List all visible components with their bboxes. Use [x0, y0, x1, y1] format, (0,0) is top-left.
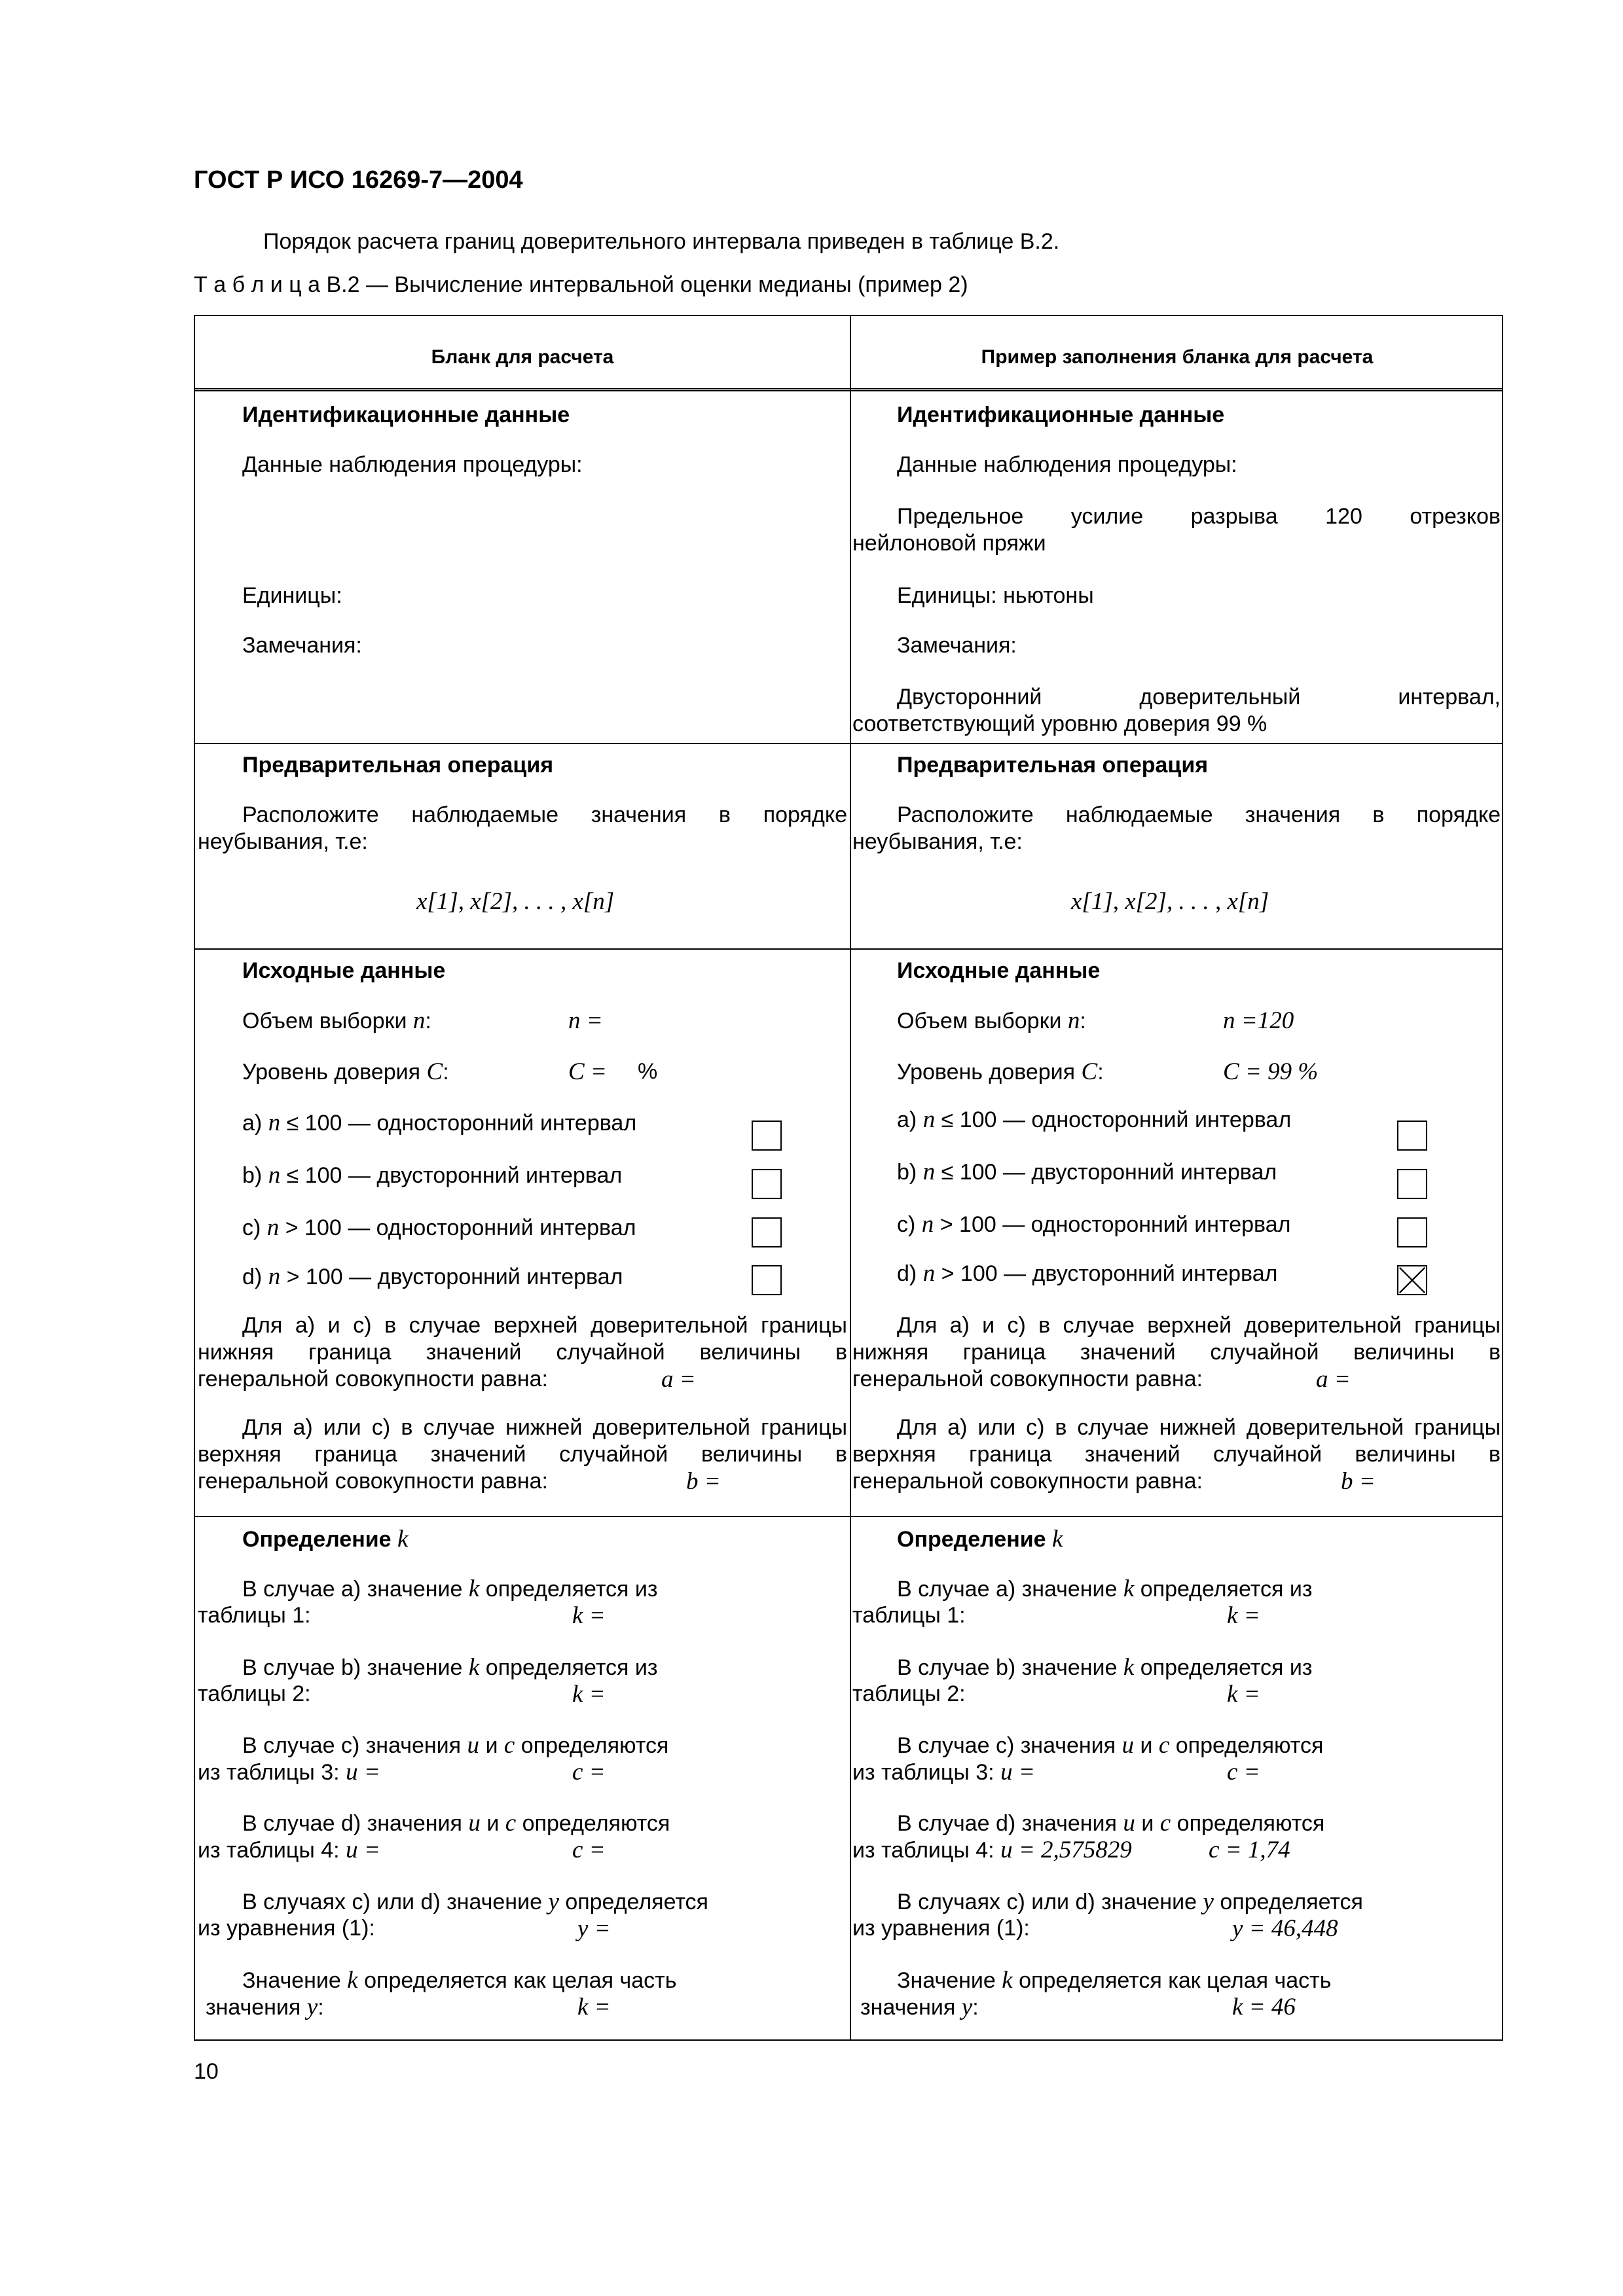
u-equals-c: u = — [346, 1759, 380, 1785]
k-variable: k — [347, 1967, 358, 1994]
c-variable: c — [1159, 1810, 1171, 1837]
k-int-line1-example — [897, 1967, 1331, 1994]
y-variable: y — [306, 1994, 318, 2020]
n-variable: n — [1067, 1007, 1080, 1034]
option-a-prefix: a) — [897, 1107, 917, 1132]
option-d-checkbox-example-checked[interactable] — [1397, 1265, 1427, 1295]
option-d-example — [897, 1260, 1277, 1287]
option-b-var: n — [922, 1158, 936, 1185]
option-a-checkbox[interactable] — [752, 1121, 782, 1151]
case-d-line1-example — [897, 1810, 1324, 1837]
case-b-text: В случае b) значение — [242, 1655, 469, 1680]
u-variable: u — [468, 1810, 481, 1837]
option-d-text: > 100 — двусторонний интервал — [280, 1265, 623, 1289]
column-header-form: Бланк для расчета — [431, 346, 614, 368]
sample-size-label-example — [897, 1007, 1086, 1035]
k-variable: k — [1123, 1575, 1135, 1602]
units-label: Единицы: — [242, 583, 342, 608]
c-equals-c-example: c = — [1227, 1759, 1260, 1785]
case-a-text: В случае а) значение — [242, 1577, 469, 1602]
a-equals: a = — [661, 1366, 696, 1393]
and-text: и — [479, 1733, 504, 1758]
case-b-line2-example: таблицы 2: — [852, 1681, 966, 1706]
u-equals-d: u = — [346, 1837, 380, 1863]
and-text: и — [1134, 1733, 1159, 1758]
colon: : — [1080, 1009, 1086, 1033]
y-value-example: y = 46,448 — [1232, 1915, 1338, 1942]
option-a-checkbox-example[interactable] — [1397, 1121, 1427, 1151]
section-title-determine — [242, 1526, 408, 1553]
case-c-text: В случае с) значения — [242, 1733, 467, 1758]
percent-sign: % — [638, 1059, 658, 1084]
units-example: Единицы: ньютоны — [897, 583, 1094, 608]
option-a-var: n — [268, 1109, 281, 1136]
order-formula: x[1], x[2], . . . , x[n] — [416, 888, 615, 915]
option-d-var: n — [268, 1263, 281, 1290]
option-d — [242, 1263, 623, 1291]
lower-bound-line3: генеральной совокупности равна: — [198, 1469, 549, 1494]
case-a-text-end: определяется из — [1134, 1577, 1313, 1602]
upper-bound-line1-example: Для а) и с) в случае верхней доверительной границы — [897, 1313, 1501, 1338]
y-line1-example — [897, 1888, 1363, 1916]
k-value-example: k = 46 — [1232, 1994, 1296, 2020]
option-d-var: n — [922, 1260, 936, 1287]
option-a-text: ≤ 100 — односторонний интервал — [280, 1111, 637, 1136]
u-variable: u — [1123, 1810, 1135, 1837]
calculation-table — [194, 315, 1503, 2041]
c-equals: C = — [568, 1058, 607, 1085]
option-d-text: > 100 — двусторонний интервал — [935, 1261, 1278, 1286]
option-b-text: ≤ 100 — двусторонний интервал — [935, 1160, 1277, 1185]
n-value-example: n =120 — [1223, 1007, 1294, 1034]
option-b-prefix: b) — [242, 1163, 263, 1188]
sample-size-text: Объем выборки — [897, 1009, 1068, 1033]
y-line1 — [242, 1888, 708, 1916]
option-c-prefix: c) — [897, 1212, 916, 1237]
and-text: и — [480, 1811, 505, 1836]
k-variable: k — [1002, 1967, 1013, 1994]
case-d-text-end: определяются — [1171, 1811, 1325, 1836]
case-b-line2: таблицы 2: — [198, 1681, 311, 1706]
option-a-text: ≤ 100 — односторонний интервал — [935, 1107, 1292, 1132]
k-int-text-end: определяется как целая часть — [357, 1968, 677, 1993]
remarks-label: Замечания: — [242, 633, 362, 658]
k-int-text-end: определяется как целая часть — [1012, 1968, 1332, 1993]
case-d-text-end: определяются — [516, 1811, 670, 1836]
option-a — [242, 1109, 636, 1137]
table-caption-label: Т а б л и ц а В.2 — [194, 272, 360, 297]
case-c-table-text: из таблицы 3: — [198, 1760, 346, 1785]
upper-bound-line2: нижняя граница значений случайной величины в — [198, 1340, 847, 1365]
k-variable: k — [1123, 1654, 1135, 1681]
lower-bound-line1-example: Для а) или с) в случае нижней доверительной границы — [897, 1415, 1501, 1440]
option-c — [242, 1214, 636, 1242]
section-title-source-example: Исходные данные — [897, 958, 1101, 983]
lower-bound-line3-example: генеральной совокупности равна: — [852, 1469, 1203, 1494]
section-title-ident-example: Идентификационные данные — [897, 403, 1225, 427]
upper-bound-line1: Для а) и с) в случае верхней доверительной границы — [242, 1313, 847, 1338]
c-equals-c: c = — [572, 1759, 606, 1785]
obs-value-line2: нейлоновой пряжи — [852, 531, 1046, 556]
upper-bound-line2-example: нижняя граница значений случайной величины в — [852, 1340, 1501, 1365]
case-a-text-end: определяется из — [479, 1577, 658, 1602]
k-int-text: Значение — [897, 1968, 1002, 1993]
prelim-text-line2: неубывания, т.е: — [198, 829, 368, 854]
k-equals-a-example: k = — [1227, 1602, 1260, 1629]
y-variable: y — [1203, 1888, 1214, 1915]
section-title-ident: Идентификационные данные — [242, 403, 570, 427]
b-equals: b = — [686, 1468, 721, 1495]
option-c-checkbox-example[interactable] — [1397, 1217, 1427, 1247]
section-title-determine-example — [897, 1526, 1063, 1553]
c-variable: c — [1158, 1732, 1170, 1759]
case-c-table-text: из таблицы 3: — [852, 1760, 1001, 1785]
k-equals-a: k = — [572, 1602, 606, 1629]
lower-bound-line1: Для а) или с) в случае нижней доверительной границы — [242, 1415, 847, 1440]
case-d-line2 — [198, 1837, 380, 1864]
remarks-value-line2: соответствующий уровню доверия 99 % — [852, 711, 1267, 736]
c-equals-d: c = — [572, 1837, 606, 1863]
option-a-example — [897, 1106, 1291, 1134]
page-number: 10 — [194, 2059, 219, 2084]
determine-title-text: Определение — [242, 1527, 398, 1552]
option-d-prefix: d) — [897, 1261, 917, 1286]
option-b-checkbox[interactable] — [752, 1169, 782, 1199]
option-a-var: n — [922, 1106, 936, 1133]
case-d-table-text: из таблицы 4: — [198, 1838, 346, 1863]
c-variable: c — [505, 1810, 517, 1837]
option-c-checkbox[interactable] — [752, 1217, 782, 1247]
table-caption — [194, 272, 968, 298]
k-int-value-text: значения — [860, 1995, 962, 2020]
case-b-line1 — [242, 1654, 657, 1681]
k-equals-final: k = — [577, 1994, 611, 2020]
option-c-text: > 100 — односторонний интервал — [279, 1215, 636, 1240]
k-variable: k — [1052, 1526, 1063, 1552]
option-c-var: n — [921, 1211, 934, 1238]
table-caption-title: — Вычисление интервальной оценки медианы (пример 2) — [359, 272, 968, 297]
c-variable: C — [426, 1058, 443, 1085]
k-variable: k — [397, 1526, 409, 1552]
case-d-text: В случае d) значения — [242, 1811, 469, 1836]
case-d-table-text: из таблицы 4: — [852, 1838, 1001, 1863]
n-variable: n — [412, 1007, 426, 1034]
upper-bound-line3: генеральной совокупности равна: — [198, 1367, 549, 1391]
section-title-prelim: Предварительная операция — [242, 753, 554, 778]
section-title-source: Исходные данные — [242, 958, 446, 983]
y-text-end: определяется — [1213, 1890, 1363, 1914]
y-variable: y — [548, 1888, 559, 1915]
case-b-text-end: определяется из — [1134, 1655, 1313, 1680]
colon: : — [1097, 1060, 1104, 1085]
option-c-prefix: c) — [242, 1215, 261, 1240]
conf-level-label-example — [897, 1058, 1104, 1086]
u-equals-c: u = — [1000, 1759, 1035, 1785]
case-c-text: В случае с) значения — [897, 1733, 1122, 1758]
case-c-text-end: определяются — [515, 1733, 669, 1758]
obs-label: Данные наблюдения процедуры: — [242, 452, 583, 477]
k-variable: k — [468, 1575, 480, 1602]
sample-size-label — [242, 1007, 431, 1035]
option-d-checkbox[interactable] — [752, 1265, 782, 1295]
case-a-text: В случае а) значение — [897, 1577, 1123, 1602]
colon: : — [443, 1060, 449, 1085]
c-variable: C — [1081, 1058, 1098, 1085]
option-b-prefix: b) — [897, 1160, 917, 1185]
obs-value-line1: Предельное усилие разрыва 120 отрезков — [897, 504, 1501, 529]
c-value-example: C = 99 % — [1223, 1058, 1319, 1085]
option-b-text: ≤ 100 — двусторонний интервал — [280, 1163, 623, 1188]
case-a-line2: таблицы 1: — [198, 1603, 311, 1628]
k-equals-b-example: k = — [1227, 1681, 1260, 1708]
u-variable: u — [467, 1732, 479, 1759]
lower-bound-line2-example: верхняя граница значений случайной величины в — [852, 1442, 1501, 1467]
option-c-example — [897, 1211, 1290, 1238]
b-equals-example: b = — [1341, 1468, 1376, 1495]
prelim-text-line1: Расположите наблюдаемые значения в порядке — [242, 802, 847, 827]
a-equals-example: a = — [1316, 1366, 1351, 1393]
obs-label-example: Данные наблюдения процедуры: — [897, 452, 1237, 477]
intro-text: Порядок расчета границ доверительного интервала приведен в таблице В.2. — [263, 229, 1060, 254]
option-d-prefix: d) — [242, 1265, 263, 1289]
c-value-d-example: c = 1,74 — [1209, 1837, 1290, 1863]
y-text: В случаях с) или d) значение — [242, 1890, 549, 1914]
conf-level-text: Уровень доверия — [897, 1060, 1082, 1085]
k-int-text: Значение — [242, 1968, 348, 1993]
y-line2: из уравнения (1): — [198, 1916, 375, 1941]
case-b-text-end: определяется из — [479, 1655, 658, 1680]
u-value-example: u = 2,575829 — [1000, 1837, 1132, 1863]
y-text: В случаях с) или d) значение — [897, 1890, 1203, 1914]
remarks-value-line1: Двусторонний доверительный интервал, — [897, 685, 1501, 709]
case-a-line1 — [242, 1575, 657, 1603]
case-a-line1-example — [897, 1575, 1312, 1603]
n-equals: n = — [568, 1007, 603, 1034]
case-c-line1 — [242, 1732, 668, 1759]
option-c-var: n — [266, 1214, 280, 1241]
sample-size-text: Объем выборки — [242, 1009, 413, 1033]
k-int-line2 — [206, 1994, 324, 2021]
u-variable: u — [1122, 1732, 1134, 1759]
option-a-prefix: a) — [242, 1111, 263, 1136]
case-c-line1-example — [897, 1732, 1323, 1759]
case-d-line2-example — [852, 1837, 1132, 1864]
prelim-text-line2-example: неубывания, т.е: — [852, 829, 1023, 854]
option-b — [242, 1162, 622, 1189]
and-text: и — [1135, 1811, 1160, 1836]
case-d-line1 — [242, 1810, 670, 1837]
y-text-end: определяется — [558, 1890, 708, 1914]
y-equals: y = — [577, 1915, 611, 1942]
check-cross-icon — [1398, 1266, 1426, 1294]
k-int-line2-example — [860, 1994, 979, 2021]
remarks-label-example: Замечания: — [897, 633, 1017, 658]
y-line2-example: из уравнения (1): — [852, 1916, 1030, 1941]
standard-designation: ГОСТ Р ИСО 16269-7—2004 — [194, 166, 523, 194]
option-b-checkbox-example[interactable] — [1397, 1169, 1427, 1199]
y-variable: y — [961, 1994, 973, 2020]
k-int-line1 — [242, 1967, 676, 1994]
option-b-example — [897, 1158, 1277, 1186]
case-a-line2-example: таблицы 1: — [852, 1603, 966, 1628]
section-title-prelim-example: Предварительная операция — [897, 753, 1209, 778]
case-c-text-end: определяются — [1169, 1733, 1324, 1758]
case-c-line2-example — [852, 1759, 1035, 1786]
option-c-text: > 100 — односторонний интервал — [934, 1212, 1291, 1237]
determine-title-text: Определение — [897, 1527, 1053, 1552]
order-formula-example: x[1], x[2], . . . , x[n] — [1071, 888, 1269, 915]
column-header-example: Пример заполнения бланка для расчета — [981, 346, 1374, 368]
case-d-text: В случае d) значения — [897, 1811, 1123, 1836]
k-equals-b: k = — [572, 1681, 606, 1708]
case-c-line2 — [198, 1759, 380, 1786]
conf-level-label — [242, 1058, 449, 1086]
colon: : — [972, 1995, 979, 2020]
k-variable: k — [468, 1654, 480, 1681]
colon: : — [425, 1009, 431, 1033]
upper-bound-line3-example: генеральной совокупности равна: — [852, 1367, 1203, 1391]
conf-level-text: Уровень доверия — [242, 1060, 427, 1085]
case-b-line1-example — [897, 1654, 1312, 1681]
right-column — [850, 316, 1504, 2039]
colon: : — [318, 1995, 324, 2020]
c-variable: c — [503, 1732, 515, 1759]
option-b-var: n — [268, 1162, 281, 1189]
lower-bound-line2: верхняя граница значений случайной величины в — [198, 1442, 847, 1467]
prelim-text-line1-example: Расположите наблюдаемые значения в порядке — [897, 802, 1501, 827]
k-int-value-text: значения — [206, 1995, 307, 2020]
case-b-text: В случае b) значение — [897, 1655, 1123, 1680]
